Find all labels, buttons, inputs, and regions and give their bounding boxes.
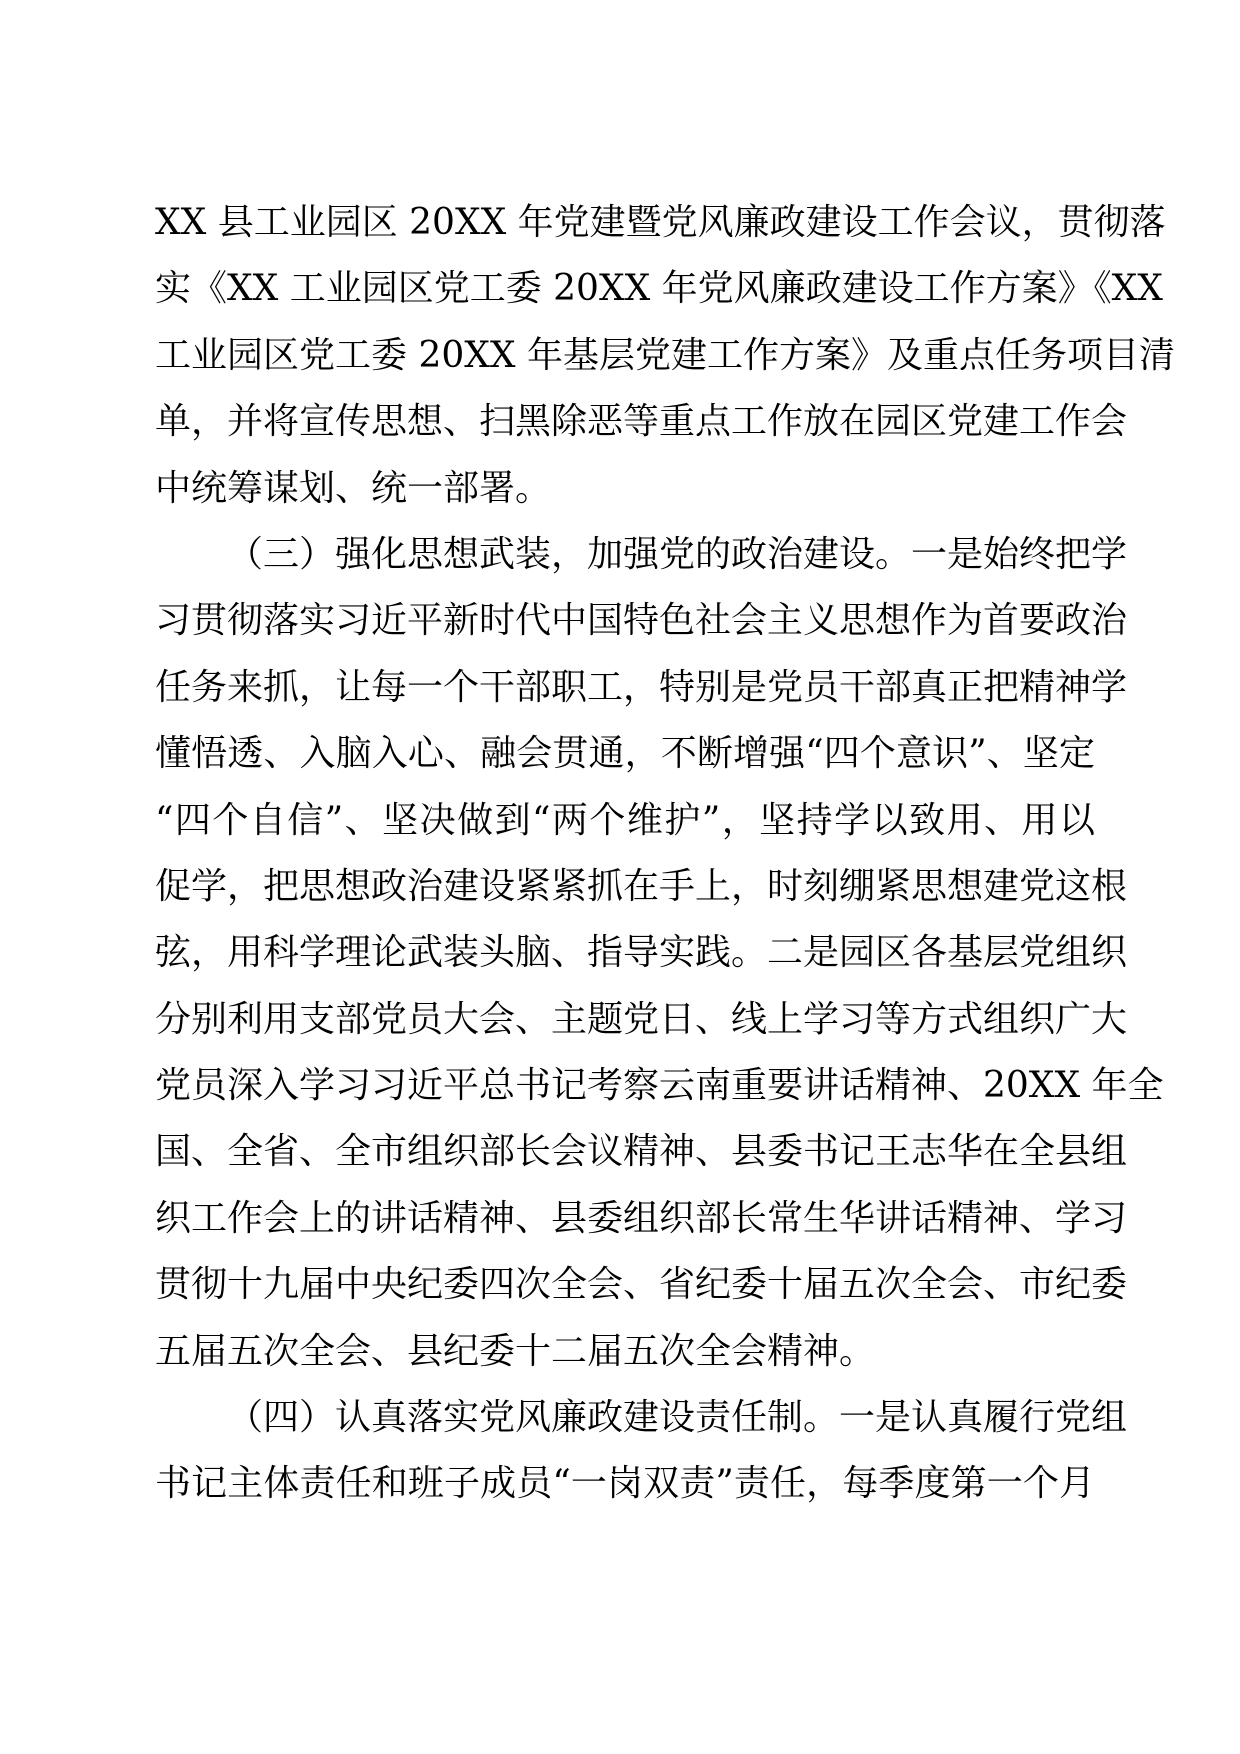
text-line: 懂悟透、入脑入心、融会贯通，不断增强“四个意识”、坚定 — [155, 733, 1095, 775]
document-body — [155, 190, 1175, 1518]
text-line: 织工作会上的讲话精神、县委组织部长常生华讲话精神、学习 — [155, 1197, 1128, 1239]
text-line: 国、全省、全市组织部长会议精神、县委书记王志华在全县组 — [155, 1131, 1128, 1173]
text-line: 五届五次全会、县纪委十二届五次全会精神。 — [155, 1330, 876, 1372]
text-line: 党员深入学习习近平总书记考察云南重要讲话精神、20XX 年全 — [155, 1065, 1164, 1107]
text-line: 任务来抓，让每一个干部职工，特别是党员干部真正把精神学 — [155, 666, 1128, 708]
text-line: “四个自信”、坚决做到“两个维护”，坚持学以致用、用以 — [155, 799, 1095, 841]
text-line: 弦，用科学理论武装头脑、指导实践。二是园区各基层党组织 — [155, 932, 1128, 974]
text-line: 分别利用支部党员大会、主题党日、线上学习等方式组织广大 — [155, 998, 1128, 1040]
text-line: 单，并将宣传思想、扫黑除恶等重点工作放在园区党建工作会 — [155, 401, 1128, 443]
section-heading-line: （三）强化思想武装，加强党的政治建设。一是始终把学 — [227, 533, 1128, 575]
text-line: XX 县工业园区 20XX 年党建暨党风廉政建设工作会议，贯彻落 — [155, 202, 1166, 243]
text-line: 习贯彻落实习近平新时代中国特色社会主义思想作为首要政治 — [155, 600, 1128, 642]
section-heading-line: （四）认真落实党风廉政建设责任制。一是认真履行党组 — [227, 1397, 1128, 1439]
text-line: 书记主体责任和班子成员“一岗双责”责任，每季度第一个月 — [155, 1463, 1095, 1505]
text-line: 贯彻十九届中央纪委四次全会、省纪委十届五次全会、市纪委 — [155, 1264, 1128, 1306]
text-line: 实《XX 工业园区党工委 20XX 年党风廉政建设工作方案》《XX — [155, 268, 1163, 310]
text-line: 中统筹谋划、统一部署。 — [155, 467, 552, 509]
text-line: 促学，把思想政治建设紧紧抓在手上，时刻绷紧思想建党这根 — [155, 865, 1128, 907]
text-line: 工业园区党工委 20XX 年基层党建工作方案》及重点任务项目清 — [155, 334, 1175, 376]
